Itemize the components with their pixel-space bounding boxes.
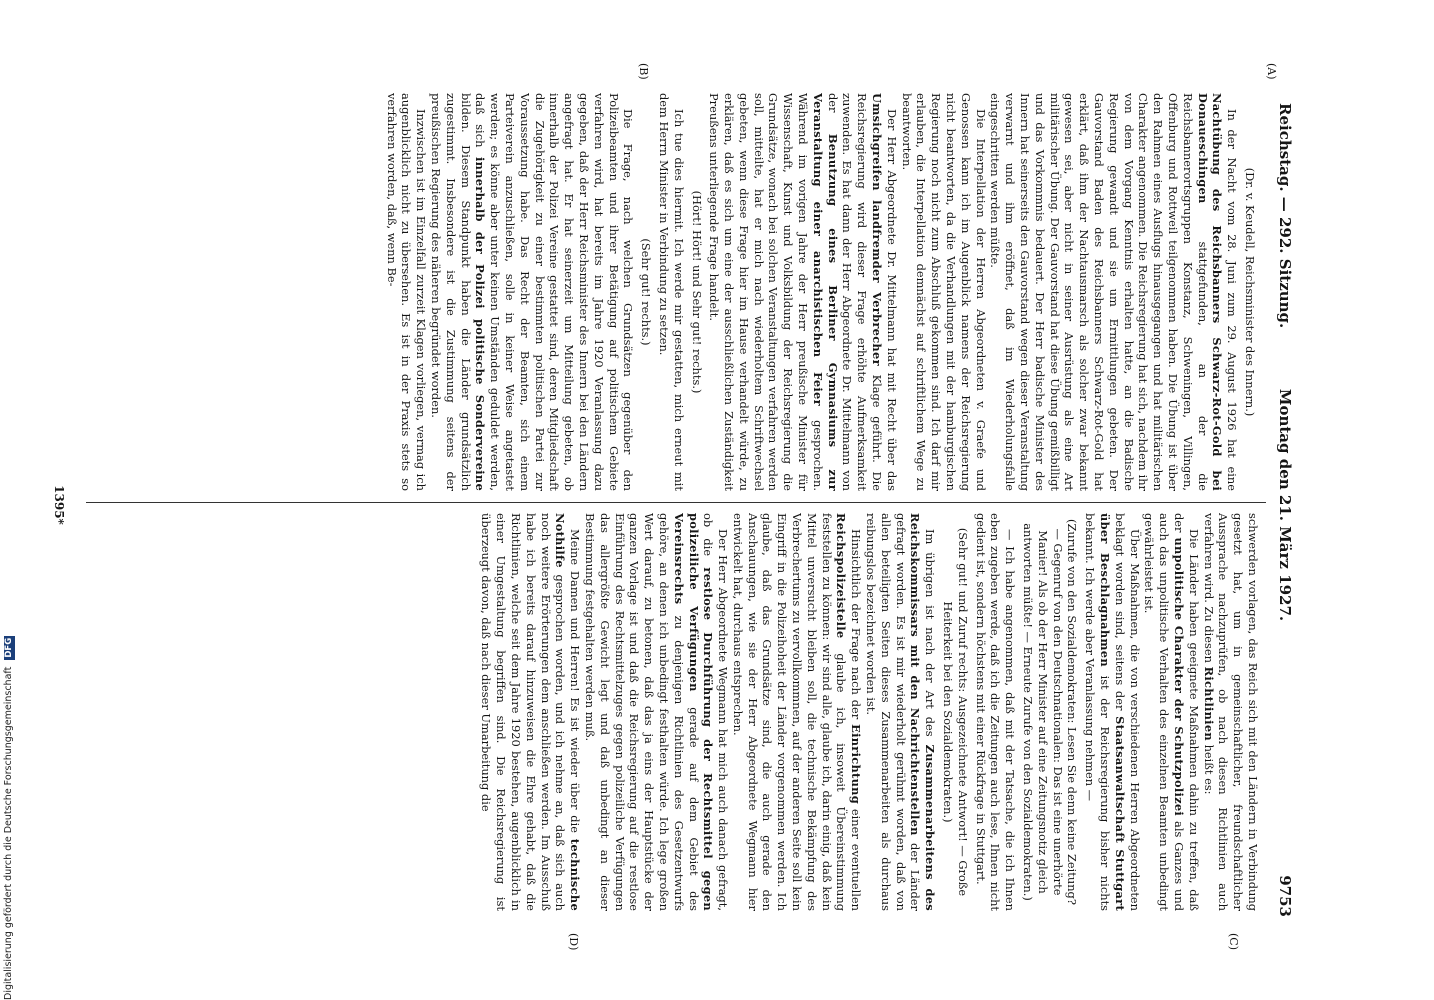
column-divider <box>86 502 1266 503</box>
margin-marker-c: (C) <box>1227 933 1240 950</box>
interjection: (Hört! Hört! und Sehr gut! rechts.) <box>689 190 704 394</box>
margin-marker-a: (A) <box>1265 63 1278 80</box>
paragraph: Hinsichtlich der Frage nach der Einrichtung einer eventuellen Reichspolizeistelle glaube ich, insoweit Übereinstimmung feststellen zu können: wir sind alle, glaube ich, darin einig, daß kein Mittel unversucht bleiben soll, die technische Bekämpfung des Verbrechertums zu vervollkommnen, auf der anderen Seite soll kein Eingriff in die Polizeihoheit der Länder vorgenommen werden. Ich glaube, daß das Grundsätze sind, die auch gerade den Anschauungen, wie sie der Herr Abgeordnete Wegmann hier entwickelt hat, durchaus entsprechen. <box>730 513 864 911</box>
interjection: (Sehr gut! und Zuruf rechts: Ausgezeichnete Antwort! — Große Heiterkeit bei den Sozialdemokraten.) <box>941 527 970 897</box>
interjection: (Sehr gut! rechts.) <box>639 238 654 346</box>
credit-text: Digitalisierung gefördert durch die Deutsche Forschungsgemeinschaft <box>3 666 14 1000</box>
speaker-line: (Dr. v. Keudell, Reichsminister des Innern.) <box>1243 167 1257 417</box>
signature-footer: 1395* <box>52 485 66 525</box>
paragraph: Meine Damen und Herren! Es ist wieder über die technische Nothilfe gesprochen worden, und ich nehme an, daß sich auch noch weitere Erörterungen dem anschließen werden. Im Ausschuß habe ich bereits darauf hinzuweisen die Ehre gehabt, daß die Richtlinien, welche seit dem Jahre 1920 bestehen, augenblicklich in einer Umgestaltung begriffen sind. Die Reichsregierung ist überzeugt davon, daß nach dieser Umarbeitung die <box>479 513 583 911</box>
paragraph: — Ich habe angenommen, daß mit der Tatsache, die ich Ihnen eben zugeben werde, daß ich die Zeitungen auch lese, Ihnen nicht gedient ist, sondern höchstens mit einer Rückfrage in Stuttgart. <box>973 513 1018 911</box>
header-center: Montag den 21. März 1927. <box>1276 388 1294 622</box>
printed-page-rotated <box>50 63 1300 951</box>
paragraph: Der Herr Abgeordnete Dr. Mittelmann hat mit Recht über das Umsichgreifen landfremder Verbrecher Klage geführt. Die Reichsregierung wird dieser Frage erhöhte Aufmerksamkeit zuwenden. Es hat dann der Herr Abgeordnete Dr. Mittelmann von der Benutzung eines Berliner Gymnasiums zur Veranstaltung einer anarchistischen Feier gesprochen. Während im vorigen Jahre der Herr preußische Minister für Wissenschaft, Kunst und Volksbildung der Reichsregierung die Grundsätze, wonach bei solchen Veranstaltungen verfahren werden soll, mitteilte, hat er mich nach wiederholtem Schriftwechsel gebeten, wenn diese Frage hier im Hause verhandelt würde, zu erklären, daß es sich um eine der ausschließlichen Zuständigkeit Preußens unterliegende Frage handelt. <box>707 93 899 491</box>
paragraph: Über Maßnahmen, die von verschiedenen Herren Abgeordneten beklagt worden sind, seitens der Staatsanwaltschaft Stuttgart über Beschlagnahmen ist der Reichsregierung bisher nichts bekannt. Ich werde aber Veranlassung nehmen — <box>1083 513 1142 911</box>
margin-marker-d: (D) <box>567 933 580 951</box>
left-text-column <box>384 93 1260 491</box>
paragraph: Die Länder haben geeignete Maßnahmen dahin zu treffen, daß der unpolitische Charakter der Schutzpolizei als Ganzes und auch das unpolitische Verhalten des einzelnen Beamten unbedingt gewährleistet ist. <box>1142 513 1201 911</box>
paragraph: Im übrigen ist nach der Art des Zusammenarbeitens des Reichskommissars mit den Nachrichtenstellen der Länder gefragt worden. Es ist mir wiederholt gerühmt worden, daß von allen beteiligten Seiten dieses Zusammenarbeiten als durchaus reibungslos bezeichnet worden ist. <box>864 513 938 911</box>
paragraph: Der Herr Abgeordnete Wegmann hat mich auch danach gefragt, ob die restlose Durchführung der Rechtsmittel gegen polizeiliche Verfügungen gerade auf dem Gebiet des Vereinsrechts zu denjenigen Richtlinien des Gesetzentwurfs gehöre, an denen ich unbedingt festhalten würde. Ich lege großen Wert darauf, zu betonen, daß das ja eins der Hauptstücke der ganzen Vorlage ist und daß die Reichsregierung auf die restlose Einführung des Rechtsmittelzuges gegen polizeiliche Verfügungen das allergrößte Gewicht legt und daß unbedingt an dieser Bestimmung festgehalten werden muß. <box>582 513 731 911</box>
interjection: (Zurufe von den Sozialdemokraten: Lesen Sie denn keine Zeitung? — Gegenruf von den Deutschnationalen: Das ist eine unerhörte Manier! Als ob der Herr Minister auf eine Zeitungsnotiz gleich antworten müßte! — Erneute Zurufe von den Sozialdemokraten.) <box>1021 519 1080 905</box>
paragraph: Inzwischen ist im Einzelfall zurzeit Klagen vorliegen, vermag ich augenblicklich nicht zu übersehen. Es ist in der Praxis stets so verfahren worden, daß, wenn Be- <box>384 93 429 491</box>
right-text-column <box>479 513 1260 911</box>
paragraph: In der Nacht vom 28. Juni zum 29. August 1926 hat eine Nachtübung des Reichsbanners Schwarz-Rot-Gold bei Donaueschingen stattgefunden, an der die Reichsbannerortsgruppen Konstanz, Schweningen, Villingen, Offenburg und Rottweil teilgenommen haben. Die Übung ist über den Rahmen eines Ausflugs hinausgegangen und hat militärischen Charakter angenommen. Die Reichsregierung hat sich, nachdem ihr von dem Vorgang Kenntnis erhalten hatte, an die Badische Regierung gewandt und sie um Ermittlungen gebeten. Der Gauvorstand Baden des Reichsbanners Schwarz-Rot-Gold hat erklärt, daß ihm der Nachtausmarsch als solcher zwar bekannt gewesen sei, aber nicht in seiner Ausrüstung als eine Art militärischer Übung. Der Gauvorstand hat diese Übung gemißbilligt und das Vorkommnis bedauert. Der Herr badische Minister des Innern hat seinerseits den Gauvorstand wegen dieser Veranstaltung verwarnt und ihm eröffnet, daß im Wiederholungsfalle eingeschritten werden müßte. <box>988 93 1240 491</box>
header-left: Reichstag. — 292. Sitzung. <box>1276 103 1294 329</box>
dfg-logo-icon: DFG <box>4 637 14 658</box>
paragraph: Die Frage, nach welchen Grundsätzen gegenüber den Polizeibeamten und ihrer Betätigung auf politischem Gebiete verfahren wird, hat bereits im Jahre 1920 Veranlassung dazu gegeben, daß der Herr Reichsminister des Innern bei den Ländern angefragt hat. Er hat seinerzeit um Mitteilung gebeten, ob innerhalb der Polizei Vereine gestattet sind, deren Mitgliedschaft die Zugehörigkeit zu einer bestimmten politischen Partei zur Voraussetzung habe. Das Recht der Beamten, sich einem Parteiverein anzuschließen, solle in keiner Weise angetastet werden; es könne aber unter keinen Umständen geduldet werden, daß sich innerhalb der Polizei politische Sondervereine bilden. Diesem Standpunkt haben die Länder grundsätzlich zugestimmt. Insbesondere ist die Zustimmung seitens der preußischen Regierung des näheren begründet worden. <box>428 93 636 491</box>
page-header <box>1270 85 1300 925</box>
digitization-credit <box>2 600 16 1000</box>
paragraph: schwerden vorlagen, das Reich sich mit den Ländern in Verbindung gesetzt hat, um in gemeinschaftlicher, freundschaftlicher Aussprache nachzuprüfen, ob nach diesen Richtlinien auch verfahren wird. Zu diesen Richtlinien heißt es: <box>1201 513 1260 911</box>
margin-marker-b: (B) <box>637 63 650 80</box>
paragraph: Die Interpellation der Herren Abgeordneten v. Graefe und Genossen kann ich im Augenblick namens der Reichsregierung nicht beantworten, da die Verhandlungen mit der hamburgischen Regierung noch nicht zum Abschluß gekommen sind. Ich darf mir erlauben, die Interpellation demnächst auf schriftlichem Wege zu beantworten. <box>899 93 988 491</box>
paragraph: Ich tue dies hiermit. Ich werde mir gestatten, mich erneut mit dem Herrn Minister in Verbindung zu setzen. <box>656 93 686 491</box>
page-number: 9753 <box>1276 875 1294 917</box>
